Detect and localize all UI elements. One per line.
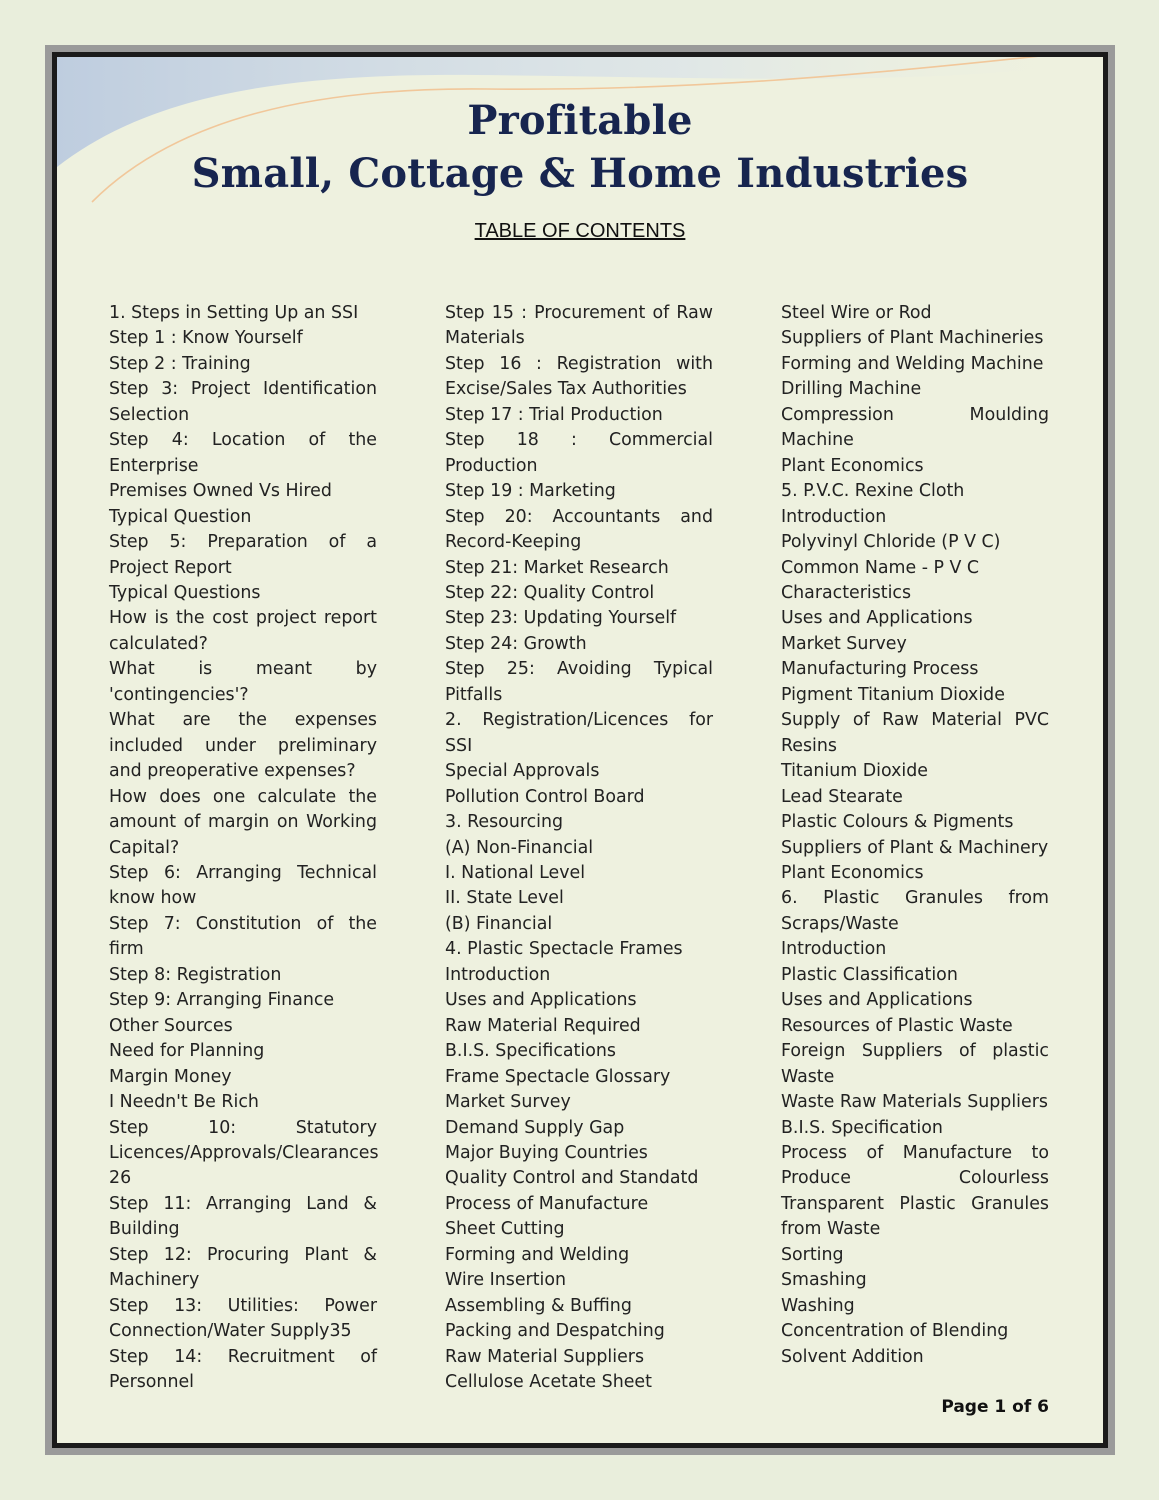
toc-entry: Uses and Applications bbox=[445, 990, 637, 1011]
toc-entry: Margin Money bbox=[109, 1066, 232, 1087]
toc-entry: Suppliers of Plant Machineries bbox=[781, 328, 1044, 349]
toc-entry: Market Survey bbox=[445, 1092, 571, 1113]
toc-entry: Resources of Plastic Waste bbox=[781, 1015, 1013, 1036]
toc-entry: Polyvinyl Chloride (P V C) bbox=[781, 532, 1001, 553]
toc-entry: Step 16 : Registration with Excise/Sales Tax Authorities bbox=[445, 353, 713, 400]
toc-entry: Typical Question bbox=[109, 506, 252, 527]
toc-column-2 bbox=[445, 301, 713, 1395]
page-title-line2: Small, Cottage & Home Industries bbox=[191, 150, 969, 197]
page-number: Page 1 of 6 bbox=[941, 1397, 1049, 1417]
toc-entry: Drilling Machine bbox=[781, 379, 922, 400]
document-page bbox=[57, 57, 1103, 1443]
toc-entry: How is the cost project report calculated? bbox=[109, 608, 377, 654]
toc-entry: Smashing bbox=[781, 1270, 867, 1291]
toc-entry: Washing bbox=[781, 1295, 855, 1316]
toc-entry: Step 2 : Training bbox=[109, 353, 251, 374]
toc-entry: Characteristics bbox=[781, 582, 912, 603]
toc-entry: What is meant by 'contingencies'? bbox=[109, 659, 377, 705]
toc-entry: Pollution Control Board bbox=[445, 786, 645, 807]
toc-entry: Market Survey bbox=[781, 633, 907, 654]
toc-entry: Step 15 : Procurement of Raw Materials bbox=[445, 303, 713, 349]
toc-entry: Step 10: Statutory Licences/Approvals/Clearances 26 bbox=[109, 1117, 379, 1189]
toc-entry: Step 24: Growth bbox=[445, 633, 587, 654]
toc-entry: Assembling & Buffing bbox=[445, 1295, 632, 1316]
toc-entry: Forming and Welding bbox=[445, 1244, 630, 1265]
toc-entry: Typical Questions bbox=[109, 582, 261, 603]
toc-entry: 1. Steps in Setting Up an SSI bbox=[109, 303, 359, 323]
toc-entry: Manufacturing Process bbox=[781, 659, 979, 680]
toc-entry: Sorting bbox=[781, 1244, 844, 1265]
toc-entry: I. National Level bbox=[445, 862, 586, 883]
toc-entry: Step 20: Accountants and Record-Keeping bbox=[445, 506, 713, 553]
toc-entry: Process of Manufacture bbox=[445, 1193, 649, 1214]
toc-entry: Introduction bbox=[781, 939, 887, 960]
toc-entry: What are the expenses included under preliminary and preoperative expenses? bbox=[109, 710, 377, 782]
toc-entry: Step 21: Market Research bbox=[445, 557, 669, 578]
toc-entry: Cellulose Acetate Sheet bbox=[445, 1372, 652, 1393]
toc-entry: Demand Supply Gap bbox=[445, 1117, 625, 1138]
toc-entry: Raw Material Required bbox=[445, 1015, 641, 1036]
toc-entry: Step 4: Location of the Enterprise bbox=[109, 430, 377, 476]
toc-entry: B.I.S. Specifications bbox=[445, 1041, 616, 1062]
toc-entry: Step 13: Utilities: Power Connection/Water Supply35 bbox=[109, 1295, 377, 1342]
toc-entry: How does one calculate the amount of margin on Working Capital? bbox=[109, 786, 377, 858]
toc-entry: Plant Economics bbox=[781, 862, 924, 883]
toc-entry: Plastic Classification bbox=[781, 964, 958, 985]
toc-entry: Plastic Colours & Pigments bbox=[781, 812, 1014, 833]
toc-entry: Forming and Welding Machine bbox=[781, 353, 1044, 374]
toc-entry: Titanium Dioxide bbox=[781, 761, 928, 782]
toc-entry: Step 23: Updating Yourself bbox=[445, 608, 677, 629]
toc-entry: Solvent Addition bbox=[781, 1346, 924, 1367]
toc-entry: Introduction bbox=[781, 506, 887, 527]
toc-entry: 5. P.V.C. Rexine Cloth bbox=[781, 481, 965, 502]
toc-entry: Step 25: Avoiding Typical Pitfalls bbox=[445, 659, 713, 705]
toc-entry: Step 11: Arranging Land & Building bbox=[109, 1193, 377, 1240]
toc-entry: 2. Registration/Licences for SSI bbox=[445, 710, 713, 756]
toc-entry: Compression Moulding Machine bbox=[781, 404, 1049, 451]
toc-entry: Step 17 : Trial Production bbox=[445, 404, 663, 425]
toc-entry: Foreign Suppliers of plastic Waste bbox=[781, 1041, 1049, 1087]
toc-entry: 3. Resourcing bbox=[445, 812, 564, 833]
toc-entry: Waste Raw Materials Suppliers bbox=[781, 1092, 1048, 1113]
toc-entry: Wire Insertion bbox=[445, 1270, 567, 1291]
toc-entry: Process of Manufacture to Produce Colourless Transparent Plastic Granules from Waste bbox=[781, 1142, 1049, 1240]
toc-entry: Suppliers of Plant & Machinery bbox=[781, 837, 1049, 858]
toc-entry: Special Approvals bbox=[445, 761, 600, 782]
toc-column-1 bbox=[109, 301, 377, 1395]
toc-entry: Plant Economics bbox=[781, 455, 924, 476]
toc-heading: TABLE OF CONTENTS bbox=[474, 220, 686, 242]
toc-entry: Steel Wire or Rod bbox=[781, 303, 932, 323]
toc-entry: Common Name - P V C bbox=[781, 557, 980, 578]
toc-entry: Step 22: Quality Control bbox=[445, 582, 655, 603]
toc-entry: Step 9: Arranging Finance bbox=[109, 990, 335, 1011]
toc-entry: Sheet Cutting bbox=[445, 1219, 565, 1240]
toc-entry: Step 18 : Commercial Production bbox=[445, 430, 713, 476]
toc-entry: Need for Planning bbox=[109, 1041, 265, 1062]
toc-entry: Step 19 : Marketing bbox=[445, 481, 616, 502]
toc-entry: Step 6: Arranging Technical know how bbox=[109, 862, 377, 909]
toc-entry: Frame Spectacle Glossary bbox=[445, 1066, 671, 1087]
toc-entry: Lead Stearate bbox=[781, 786, 903, 807]
toc-entry: Concentration of Blending bbox=[781, 1321, 1009, 1342]
toc-entry: Step 5: Preparation of a Project Report bbox=[109, 532, 377, 578]
toc-entry: Uses and Applications bbox=[781, 990, 973, 1011]
toc-entry: Raw Material Suppliers bbox=[445, 1346, 644, 1367]
toc-entry: Step 8: Registration bbox=[109, 964, 282, 985]
toc-entry: Quality Control and Standatd bbox=[445, 1168, 699, 1189]
toc-column-3 bbox=[781, 301, 1049, 1370]
toc-entry: Premises Owned Vs Hired bbox=[109, 481, 332, 502]
toc-entry: Step 1 : Know Yourself bbox=[109, 328, 303, 349]
decorative-swoosh bbox=[57, 57, 1103, 237]
toc-entry: Introduction bbox=[445, 964, 551, 985]
toc-entry: Packing and Despatching bbox=[445, 1321, 665, 1342]
toc-entry: Major Buying Countries bbox=[445, 1142, 648, 1163]
toc-entry: Step 7: Constitution of the firm bbox=[109, 913, 377, 960]
toc-entry: 4. Plastic Spectacle Frames bbox=[445, 939, 683, 960]
toc-entry: Other Sources bbox=[109, 1015, 233, 1036]
toc-entry: Step 3: Project Identification Selection bbox=[109, 379, 377, 425]
toc-entry: (A) Non-Financial bbox=[445, 837, 594, 858]
toc-entry: Pigment Titanium Dioxide bbox=[781, 684, 1005, 705]
page-title-line1: Profitable bbox=[467, 97, 693, 144]
toc-entry: Uses and Applications bbox=[781, 608, 973, 629]
toc-entry: B.I.S. Specification bbox=[781, 1117, 943, 1138]
toc-entry: Supply of Raw Material PVC Resins bbox=[781, 710, 1049, 756]
toc-entry: 6. Plastic Granules from Scraps/Waste bbox=[781, 888, 1049, 934]
toc-entry: I Needn't Be Rich bbox=[109, 1092, 259, 1113]
toc-entry: (B) Financial bbox=[445, 913, 553, 934]
toc-entry: II. State Level bbox=[445, 888, 564, 909]
toc-entry: Step 12: Procuring Plant & Machinery bbox=[109, 1244, 377, 1291]
toc-entry: Step 14: Recruitment of Personnel bbox=[109, 1346, 377, 1393]
